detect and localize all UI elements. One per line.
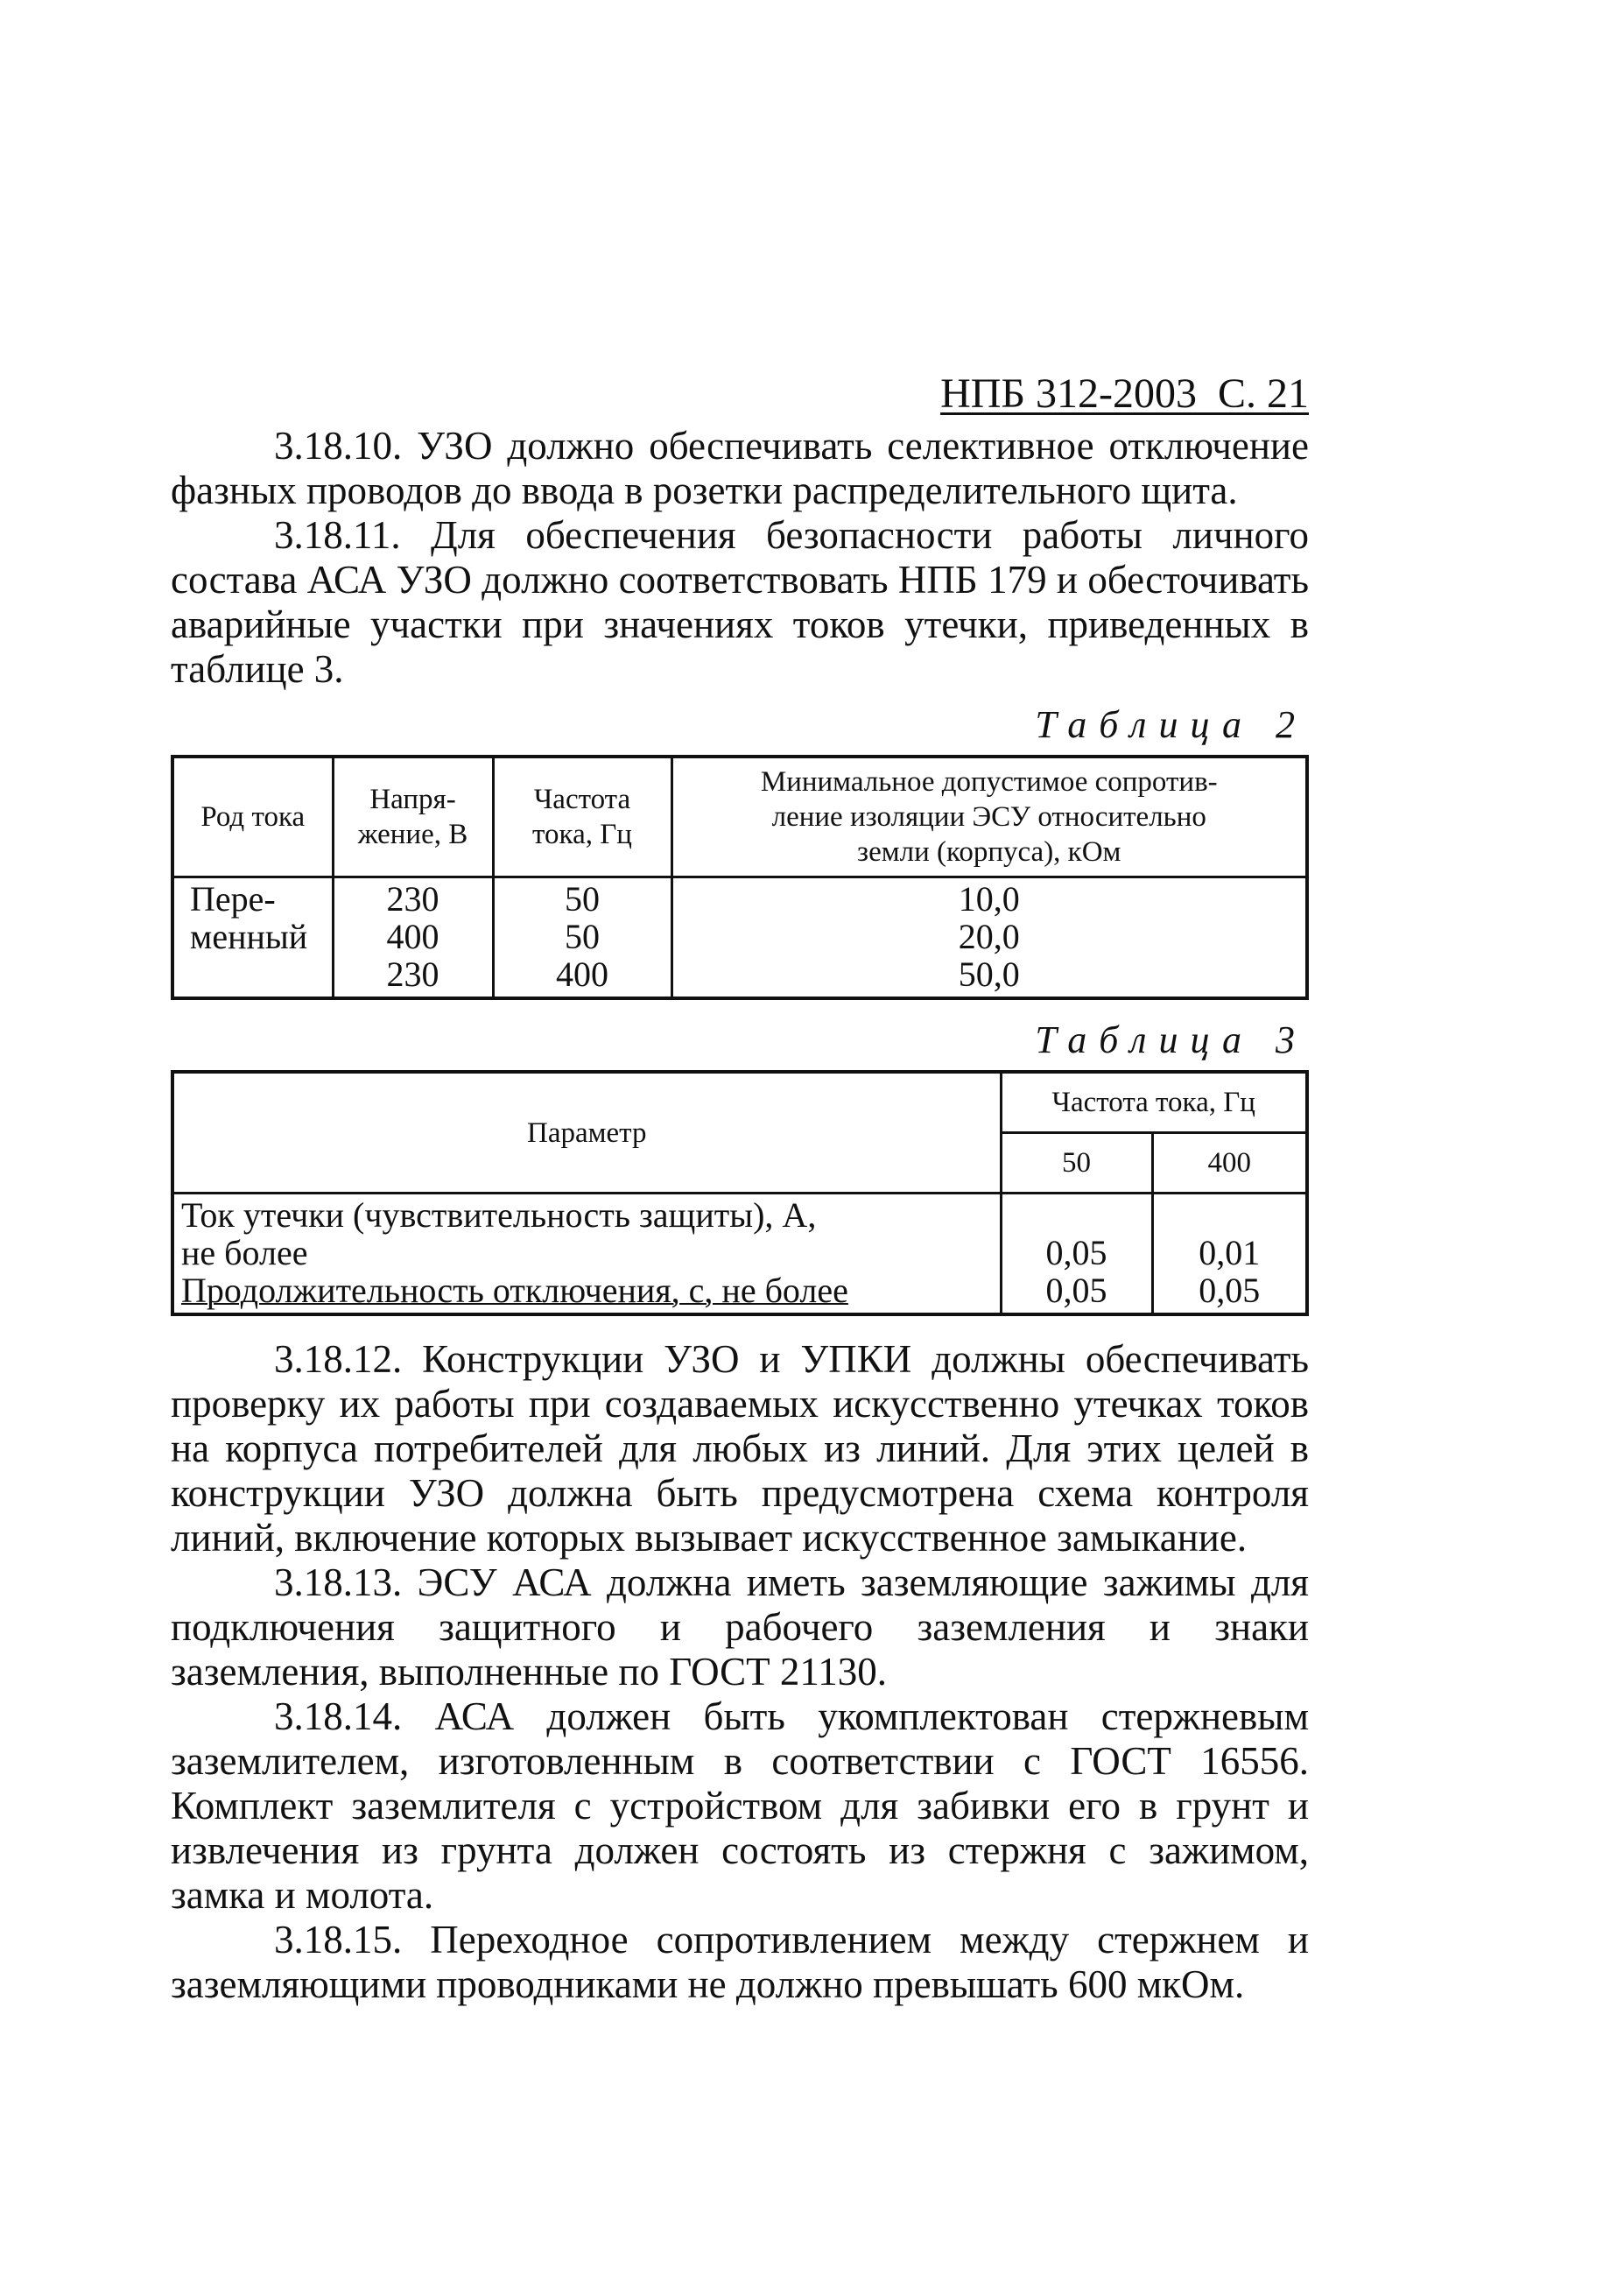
- paragraph-3-18-14: 3.18.14. АСА должен быть укомплектован стержневым заземлителем, изготовленным в соответствии с ГОСТ 16556. Комплект заземлителя с устройством для забивки его в грунт и извлечения из грунта должен состоять из стержня с зажимом, замка и молота.: [171, 1694, 1309, 1917]
- table-3-cell-parameters: Ток утечки (чувствительность защиты), А, не более Продолжительность отключения, с, не более: [172, 1194, 1001, 1315]
- table-2: [171, 755, 1309, 1000]
- table-2-header-resistance: Минимальное допустимое сопротив- ление изоляции ЭСУ относительно земли (корпуса), кОм: [671, 757, 1307, 877]
- table-row: [172, 1194, 1307, 1315]
- spacer: [171, 1316, 1309, 1337]
- table-2-header-voltage: Напря- жение, В: [333, 757, 493, 877]
- table-3-header-50: 50: [1001, 1133, 1152, 1194]
- page-number: С. 21: [1217, 370, 1309, 417]
- table-3-caption: Таблица 3: [1035, 1018, 1307, 1061]
- paragraph-3-18-13: 3.18.13. ЭСУ АСА должна иметь заземляющие зажимы для подключения защитного и рабочего заземления и знаки заземления, выполненные по ГОСТ 21130.: [171, 1560, 1309, 1694]
- paragraph-3-18-10: 3.18.10. УЗО должно обеспечивать селективное отключение фазных проводов до ввода в розетки распределительного щита.: [171, 424, 1309, 512]
- document-number: НПБ 312-2003: [940, 370, 1197, 417]
- table-3-header-400: 400: [1152, 1133, 1307, 1194]
- table-2-header-current-kind: Род тока: [172, 757, 333, 877]
- table-2-cell-frequencies: 50 50 400: [493, 877, 671, 999]
- paragraph-3-18-12: 3.18.12. Конструкции УЗО и УПКИ должны обеспечивать проверку их работы при создаваемых искусственно утечках токов на корпуса потребителей для любых из линий. Для этих целей в конструкции УЗО должна быть предусмотрена схема контроля линий, включение которых вызывает искусственное замыкание.: [171, 1337, 1309, 1560]
- table-2-caption: Таблица 2: [1035, 703, 1307, 746]
- paragraph-3-18-11: 3.18.11. Для обеспечения безопасности работы личного состава АСА УЗО должно соответствовать НПБ 179 и обесточивать аварийные участки при значениях токов утечки, приведенных в таблице 3.: [171, 513, 1309, 691]
- table-3-header-frequency: Частота тока, Гц: [1001, 1072, 1307, 1133]
- table-2-header-frequency: Частота тока, Гц: [493, 757, 671, 877]
- table-row: [172, 877, 1307, 999]
- table-3-cell-values-50: 0,05 0,05: [1001, 1194, 1152, 1315]
- table-3-cell-values-400: 0,01 0,05: [1152, 1194, 1307, 1315]
- table-2-cell-voltages: 230 400 230: [333, 877, 493, 999]
- table-2-header-row: [172, 757, 1307, 877]
- page-header: [171, 368, 1309, 420]
- table-2-cell-current-kind: Пере- менный: [172, 877, 333, 999]
- paragraph-3-18-15: 3.18.15. Переходное сопротивлением между стержнем и заземляющими проводниками не должно превышать 600 мкОм.: [171, 1918, 1309, 2006]
- document-page: [171, 368, 1309, 2007]
- table-3-header-row: [172, 1072, 1307, 1133]
- table-3-header-parameter: Параметр: [172, 1072, 1001, 1194]
- table-2-cell-resistances: 10,0 20,0 50,0: [671, 877, 1307, 999]
- table-3: [171, 1070, 1309, 1316]
